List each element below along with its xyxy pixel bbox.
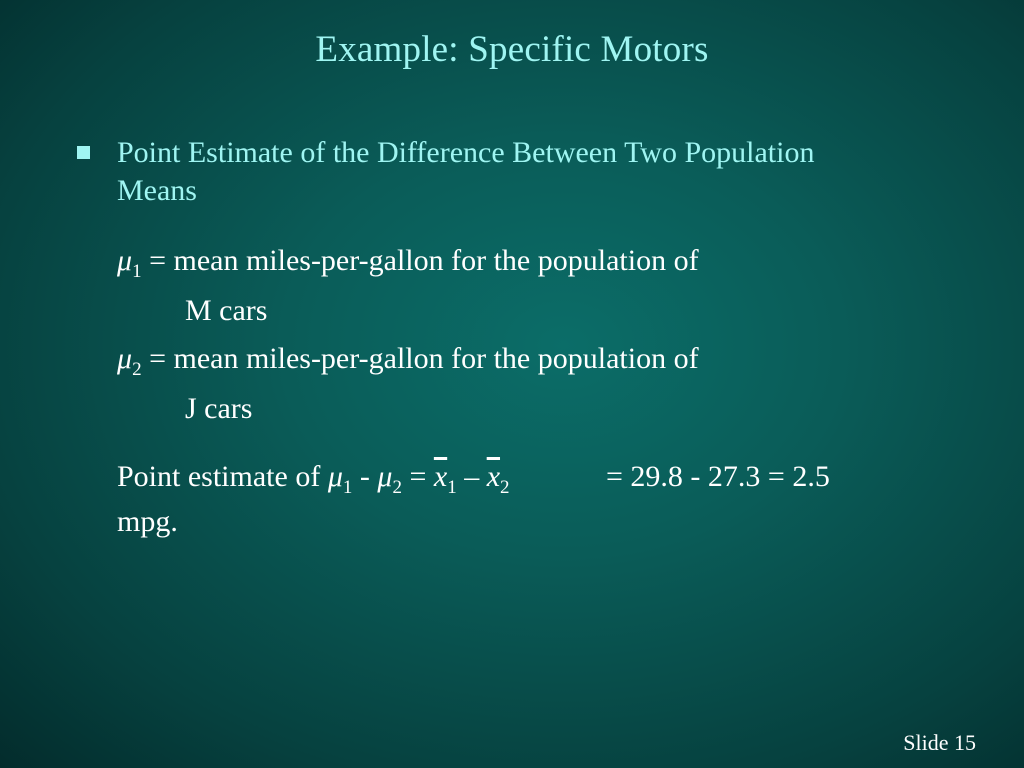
slide-number: Slide 15 <box>903 730 976 755</box>
equals-sign: = <box>401 460 434 493</box>
estimate-prefix: Point estimate of <box>117 460 328 493</box>
mu1-continuation: M cars <box>185 294 268 327</box>
mu2-definition <box>117 342 699 380</box>
definition-text: = mean miles-per-gallon for the population of <box>141 342 699 375</box>
mu-symbol: μ <box>117 244 133 277</box>
subscript: 1 <box>342 477 353 498</box>
dash: – <box>456 460 487 493</box>
subscript: 1 <box>132 261 142 282</box>
mu2-continuation: J cars <box>185 392 253 425</box>
subscript: 1 <box>447 477 457 498</box>
bullet-text: Point Estimate of the Difference Between Two Population Means <box>117 136 815 207</box>
slide-title: Example: Specific Motors <box>315 29 709 70</box>
mu-symbol: μ <box>377 460 393 493</box>
subscript: 2 <box>132 359 142 380</box>
mu-symbol: μ <box>117 342 133 375</box>
subscript: 2 <box>392 477 402 498</box>
xbar-symbol: $\overline{x}$ <box>433 460 448 493</box>
subscript: 2 <box>500 477 510 498</box>
xbar-symbol: $\overline{x}$ <box>486 460 501 493</box>
mu1-definition <box>117 244 699 282</box>
estimate-result: = 29.8 - 27.3 = 2.5 <box>606 460 830 493</box>
definition-text: = mean miles-per-gallon for the population of <box>141 244 699 277</box>
point-estimate-line <box>117 460 510 498</box>
estimate-unit: mpg. <box>117 505 178 538</box>
mu-symbol: μ <box>327 460 343 493</box>
square-bullet-icon <box>77 146 90 159</box>
minus-sign: - <box>352 460 378 493</box>
